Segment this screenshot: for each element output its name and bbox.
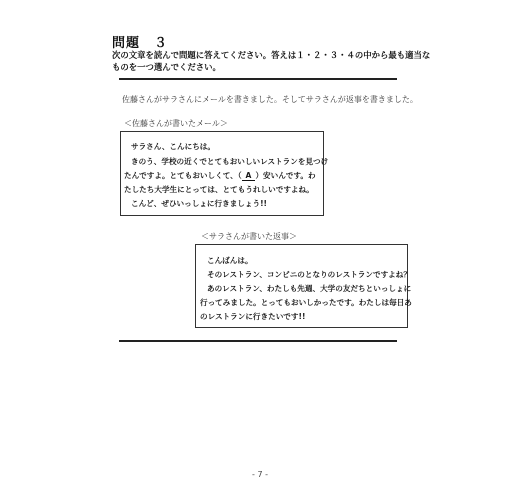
page-number: - 7 - <box>252 470 268 479</box>
mail-line-1: サラさん、こんにちは。 <box>131 142 215 151</box>
instruction-line-2: ものを一つ選んでください。 <box>112 62 221 72</box>
sarah-reply-box <box>195 244 412 328</box>
problem-title: 問題 ３ <box>112 36 169 51</box>
sato-mail-box <box>120 131 329 216</box>
reply-label: ＜サラさんが書いた返事＞ <box>201 232 297 241</box>
blank-a: A <box>242 171 256 181</box>
reply-line-3: あのレストラン、わたしも先週、大学の友だちといっしょに <box>207 284 412 293</box>
reply-line-4: 行ってみました。とってもおいしかったです。わたしは毎日あ <box>200 298 412 307</box>
bottom-divider <box>119 340 397 342</box>
reply-line-1: こんばんは。 <box>207 256 253 265</box>
reply-line-5: のレストランに行きたいです!! <box>200 312 306 321</box>
mail-line-3: たんですよ。とてもおいしくて、（ A ）安いんです。わ <box>124 171 316 180</box>
mail-label: ＜佐藤さんが書いたメール＞ <box>124 119 228 128</box>
instruction-line-1: 次の文章を読んで問題に答えてください。答えは１・２・３・４の中から最も適当な <box>112 50 431 60</box>
reply-line-2: そのレストラン、コンビニのとなりのレストランですよね？ <box>207 270 411 279</box>
mail-line-4: たしたち大学生にとっては、とてもうれしいですよね。 <box>124 185 314 194</box>
mail-line-2: きのう、学校の近くでとてもおいしいレストランを見つけ <box>131 157 329 166</box>
intro-text: 佐藤さんがサラさんにメールを書きました。そしてサラさんが返事を書きました。 <box>122 95 418 104</box>
top-divider <box>119 78 397 80</box>
mail-line-5: こんど、ぜひいっしょに行きましょう!! <box>131 199 268 208</box>
